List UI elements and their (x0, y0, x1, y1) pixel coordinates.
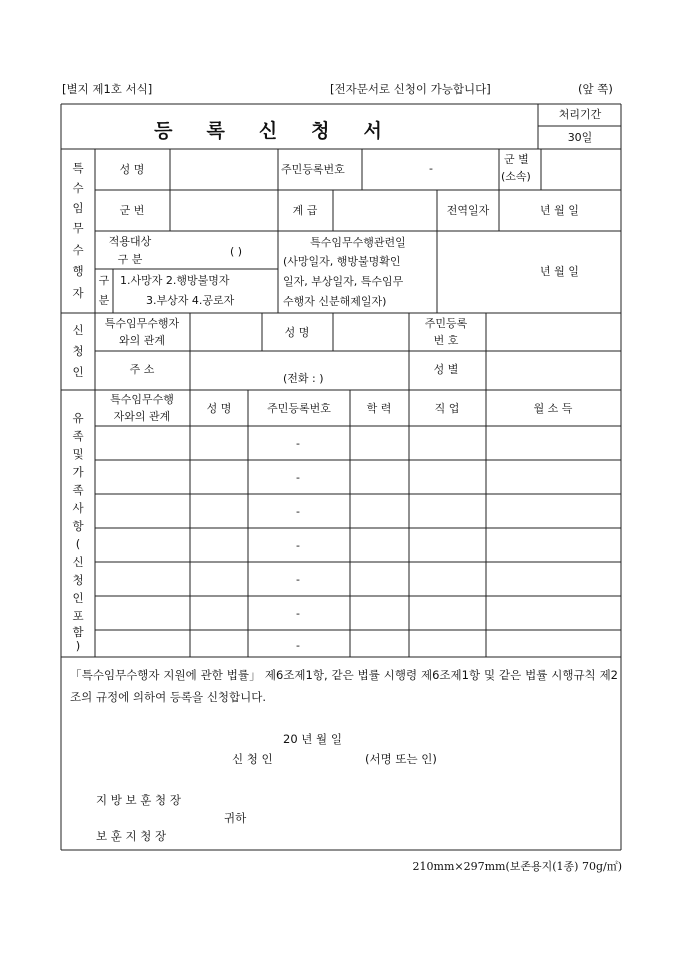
title-char: 서 (363, 120, 382, 142)
applicant-signature-label: 신 청 인 (232, 752, 273, 766)
rank-label: 계 급 (292, 204, 318, 217)
side-char: 족 (72, 483, 84, 497)
address-label: 주 소 (129, 363, 155, 376)
applicant-name-label: 성 명 (284, 326, 310, 339)
side-char: 함 (72, 625, 84, 639)
side-char: 자 (72, 286, 84, 300)
addressee-branch-office: 보 훈 지 청 장 (96, 829, 167, 843)
related-date-field[interactable]: 년 월 일 (540, 265, 579, 278)
branch-label-sub: (소속) (501, 170, 531, 183)
gender-field[interactable] (487, 352, 620, 389)
side-char: 인 (72, 591, 84, 605)
applicable-value-field[interactable]: ( ) (229, 245, 243, 258)
division-label: 구 (98, 274, 110, 287)
table-row[interactable]: - (296, 505, 300, 518)
table-row[interactable]: - (296, 607, 300, 620)
col-job-header: 직 업 (434, 402, 460, 415)
rrn-label: 주민등록번호 (281, 163, 345, 176)
application-date[interactable]: 20 년 월 일 (283, 732, 342, 746)
side-char: 행 (72, 264, 84, 278)
form-number: [별지 제1호 서식] (62, 82, 153, 96)
related-date-desc: (사망일자, 행방불명확인 (283, 255, 401, 268)
relation-field[interactable] (191, 314, 261, 350)
side-char: ( (75, 537, 81, 551)
side-char: 청 (72, 573, 84, 587)
division-options: 3.부상자 4.공로자 (146, 294, 235, 307)
processing-period-value: 30일 (567, 131, 593, 144)
rrn-dash: - (429, 162, 433, 175)
addressee-honorific: 귀하 (224, 811, 247, 825)
form-title (0, 116, 536, 143)
division-options: 1.사망자 2.행방불명자 (120, 274, 230, 287)
title-char: 신 (258, 120, 278, 142)
division-label: 분 (98, 294, 110, 307)
addressee-local-office: 지 방 보 훈 청 장 (96, 793, 181, 807)
side-char: 수 (72, 243, 84, 257)
service-number-field[interactable] (171, 191, 277, 230)
phone-field[interactable]: (전화 : ) (283, 372, 324, 385)
service-number-label: 군 번 (119, 204, 145, 217)
application-statement: 「특수임무수행자 지원에 관한 법률」 제6조제1항, 같은 법률 시행령 제6조제1항 및 같은 법률 시행규칙 제2조의 규정에 의하여 등록을 신청합니다. (70, 668, 618, 704)
side-char: 신 (72, 555, 84, 569)
applicant-rrn-field[interactable] (487, 314, 620, 350)
electronic-note: [전자문서로 신청이 가능합니다] (330, 82, 491, 96)
name-field[interactable] (171, 150, 277, 189)
relation-label-sub: 와의 관계 (118, 334, 166, 347)
related-date-desc: 일자, 부상일자, 특수임무 (283, 275, 404, 288)
branch-field[interactable] (542, 150, 620, 189)
relation-label: 특수임무수행자 (104, 317, 180, 330)
table-row[interactable]: - (296, 471, 300, 484)
side-char: 가 (72, 465, 84, 479)
related-date-desc: 수행자 신분해제일자) (283, 295, 387, 308)
page-side-label: (앞 쪽) (578, 82, 613, 96)
side-char: 임 (72, 201, 84, 215)
side-char: 항 (72, 519, 84, 533)
side-char: 특 (72, 161, 84, 175)
side-char: 신 (72, 323, 84, 337)
col-income-header: 월 소 득 (533, 402, 573, 415)
rank-field[interactable] (334, 191, 436, 230)
paper-spec: 210mm×297mm(보존용지(1종) 70g/㎡) (412, 860, 622, 873)
name-label: 성 명 (119, 163, 145, 176)
discharge-date-label: 전역일자 (446, 204, 490, 217)
side-char: 족 (72, 429, 84, 443)
side-char: 유 (72, 411, 84, 425)
side-char: 포 (72, 609, 84, 623)
col-relation-header: 특수임무수행 (110, 393, 174, 406)
applicant-rrn-label-sub: 번 호 (433, 334, 459, 347)
table-row[interactable]: - (296, 639, 300, 652)
processing-period-label: 처리기간 (558, 108, 602, 121)
col-education-header: 학 력 (366, 402, 392, 415)
related-date-title: 특수임무수행관련일 (310, 236, 406, 249)
applicant-name-field[interactable] (334, 314, 408, 350)
applicant-rrn-label: 주민등록 (424, 317, 468, 330)
discharge-date-field[interactable]: 년 월 일 (540, 204, 579, 217)
applicable-label-sub: 구 분 (117, 253, 143, 266)
title-char: 등 (154, 120, 173, 142)
col-name-header: 성 명 (206, 402, 232, 415)
signature-note[interactable]: (서명 또는 인) (365, 752, 437, 766)
side-char: 청 (72, 344, 84, 358)
col-relation-header-sub: 자와의 관계 (113, 410, 171, 423)
side-char: 무 (72, 221, 84, 235)
title-char: 록 (206, 120, 225, 142)
side-char: 사 (72, 501, 84, 515)
col-rrn-header: 주민등록번호 (267, 402, 331, 415)
branch-label: 군 별 (504, 153, 529, 166)
table-row[interactable]: - (296, 539, 300, 552)
title-char: 청 (311, 120, 330, 142)
side-char: ) (75, 639, 81, 653)
table-row[interactable]: - (296, 437, 300, 450)
table-row[interactable]: - (296, 573, 300, 586)
applicable-label: 적용대상 (108, 235, 152, 248)
side-char: 수 (72, 181, 84, 195)
side-char: 인 (72, 365, 84, 379)
side-char: 및 (72, 447, 84, 461)
gender-label: 성 별 (433, 363, 459, 376)
